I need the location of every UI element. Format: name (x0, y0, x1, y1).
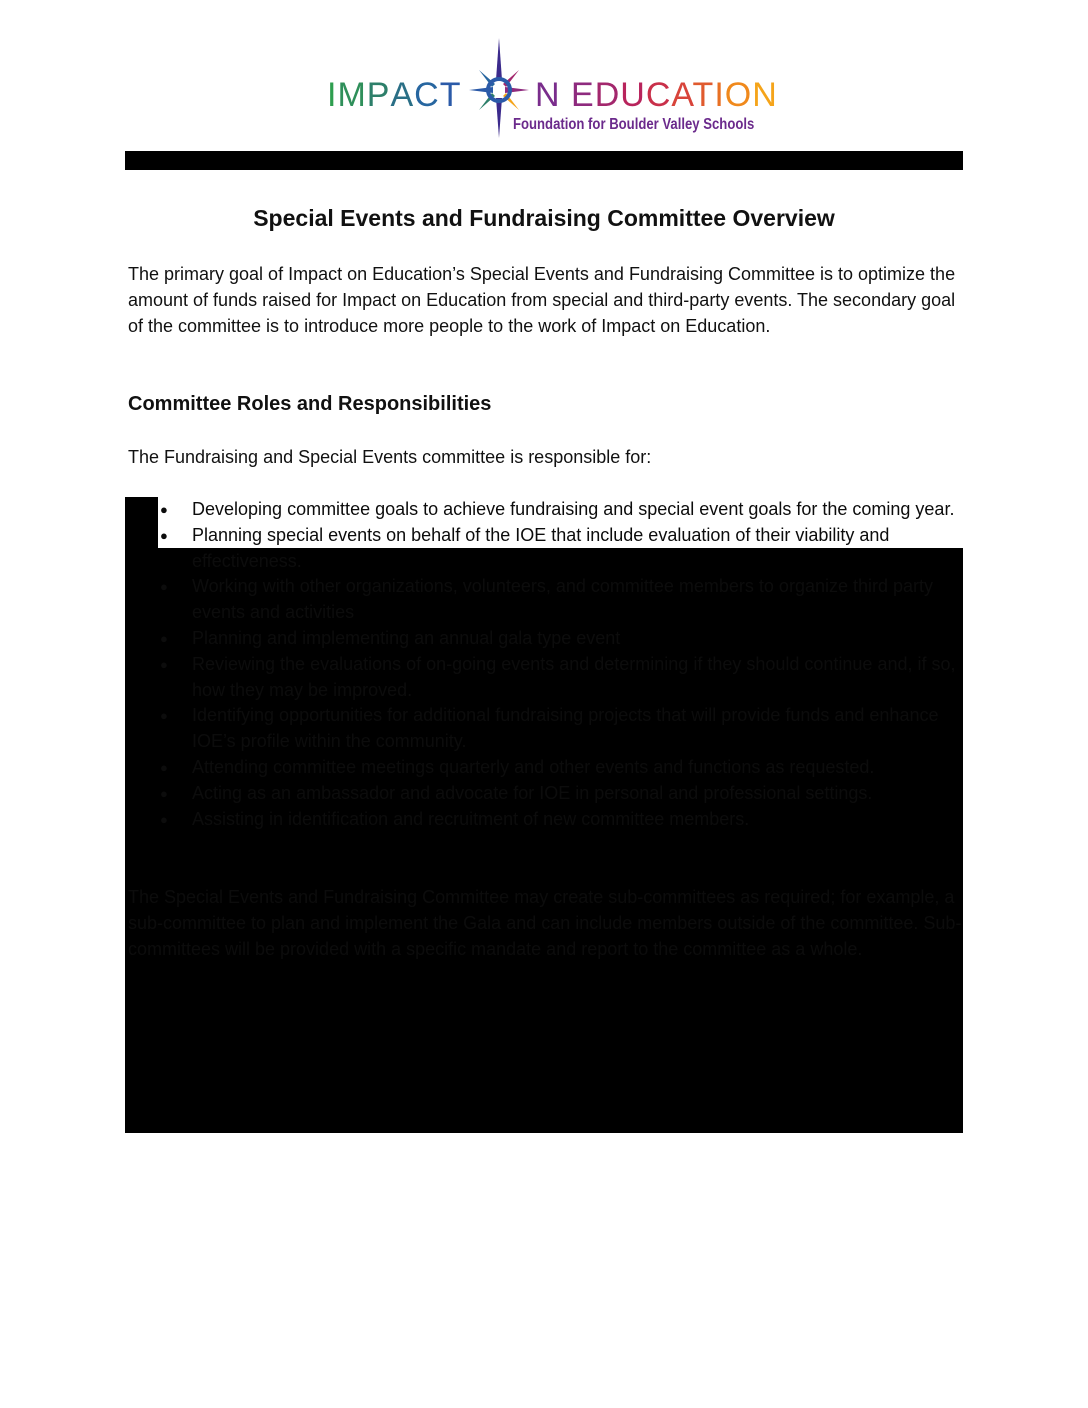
logo-letter: P (366, 76, 391, 114)
logo-letter: I (327, 76, 338, 114)
page-title: Special Events and Fundraising Committee Overview (253, 205, 835, 231)
responsibilities-list (160, 497, 960, 832)
logo-subtitle: Foundation for Boulder Valley Schools (513, 116, 755, 133)
redaction-block-left (125, 497, 158, 549)
list-item: ● Assisting in identification and recruitment of new committee members. (160, 807, 960, 833)
section-heading: Committee Roles and Responsibilities (128, 393, 492, 415)
intro-paragraph: The primary goal of Impact on Education’s Special Events and Fundraising Committee is to optimize the amount of funds raised for Impact on Education from special and third-party events. The secondary goal of the committee is to introduce more people to the work of Impact on Education. (128, 264, 956, 336)
list-item: ● Developing committee goals to achieve fundraising and special event goals for the coming year. (160, 497, 960, 523)
logo-letter: M (337, 76, 367, 114)
logo-letter: U (620, 76, 646, 114)
logo-letter: N (535, 76, 561, 114)
star-ray-bottom (496, 98, 502, 138)
logo-letter: A (671, 76, 693, 114)
list-item: ● Attending committee meetings quarterly and other events and functions as requested. (160, 755, 960, 781)
logo-letter (561, 76, 571, 114)
logo-letter: D (594, 76, 621, 114)
logo-education-wordmark (535, 78, 778, 112)
star-ray-top (496, 38, 502, 80)
list-item: ● Working with other organizations, volunteers, and committee members to organize third party events and activities (160, 574, 960, 626)
logo-impact-wordmark (327, 78, 462, 112)
lead-in-text: The Fundraising and Special Events committee is responsible for: (128, 447, 652, 467)
star-ray-ne (503, 70, 519, 87)
list-item: ● Planning special events on behalf of the IOE that include evaluation of their viability and effectiveness. (160, 523, 960, 575)
list-item: ● Identifying opportunities for additional fundraising projects that will provide funds and enhance IOE’s profile within the community. (160, 703, 960, 755)
logo-letter: A (390, 76, 415, 114)
closing-paragraph: The Special Events and Fundraising Committee may create sub-committees as required; for example, a sub-committee to plan and implement the Gala and can include members outside of the committee. Sub-committees will be provided with a specific mandate and report to the committee as a whole. (128, 887, 962, 959)
logo-letter: O (724, 76, 753, 114)
header-redaction-bar (125, 151, 963, 170)
logo-letter: E (571, 76, 595, 114)
list-item: ● Reviewing the evaluations of on-going events and determining if they should continue and, if so, how they may be improved. (160, 652, 960, 704)
list-item: ● Planning and implementing an annual gala type event (160, 626, 960, 652)
star-ray-sw (479, 93, 495, 110)
list-item: ● Acting as an ambassador and advocate for IOE in personal and professional settings. (160, 781, 960, 807)
logo-letter: T (692, 76, 715, 114)
impact-on-education-logo (325, 36, 778, 140)
star-ray-nw (479, 70, 495, 87)
logo-letter: T (439, 76, 462, 114)
logo-letter: C (414, 76, 440, 114)
star-ray-se (503, 93, 519, 110)
logo-letter: I (714, 76, 725, 114)
logo-letter: N (752, 76, 778, 114)
logo-letter: C (645, 76, 672, 114)
